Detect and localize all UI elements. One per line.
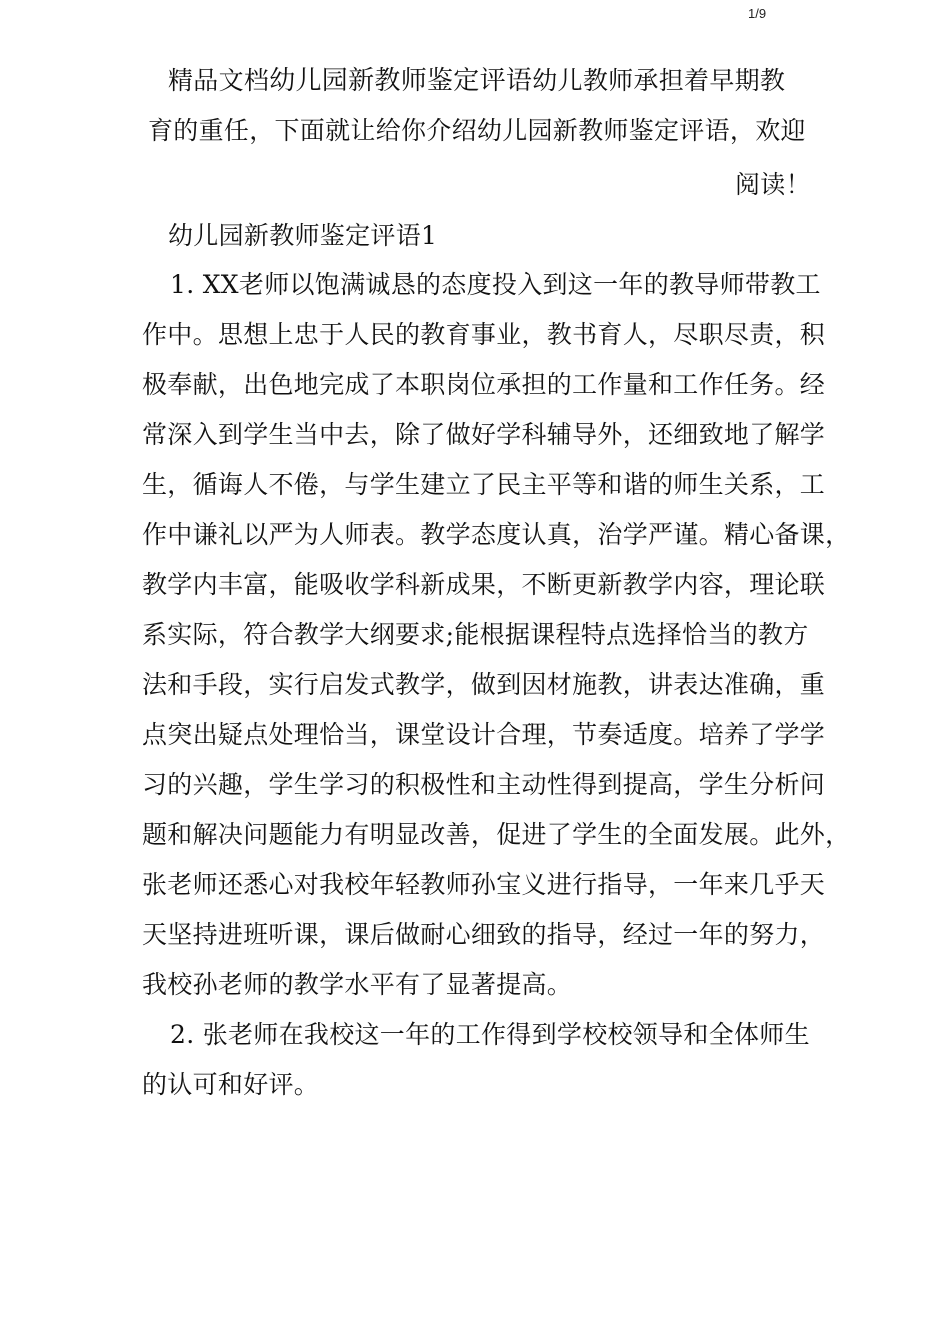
paragraph-line: 点突出疑点处理恰当，课堂设计合理，节奏适度。培养了学学 <box>142 720 826 749</box>
paragraph-line: 生，循诲人不倦，与学生建立了民主平等和谐的师生关系，工 <box>142 470 826 499</box>
paragraph-line: 1. XX老师以饱满诚恳的态度投入到这一年的教导师带教工 <box>170 270 821 299</box>
intro-line-2: 育的重任，下面就让给你介绍幼儿园新教师鉴定评语，欢迎 <box>148 116 806 145</box>
intro-line-1 <box>168 66 785 96</box>
paragraph-line: 的认可和好评。 <box>142 1070 320 1099</box>
paragraph-line: 法和手段，实行启发式教学，做到因材施教，讲表达准确，重 <box>142 670 826 699</box>
paragraph-line: 习的兴趣，学生学习的积极性和主动性得到提高，学生分析问 <box>142 770 826 799</box>
paragraph-line: 系实际，符合教学大纲要求;能根据课程特点选择恰当的教方 <box>142 620 809 649</box>
paragraph-line: 我校孙老师的教学水平有了显著提高。 <box>142 970 573 999</box>
paragraph-line: 天坚持进班听课，课后做耐心细致的指导，经过一年的努力， <box>142 920 826 949</box>
document-title: 幼儿园新教师鉴定评语 <box>269 66 533 96</box>
paragraph-line: 常深入到学生当中去，除了做好学科辅导外，还细致地了解学 <box>142 420 826 449</box>
paragraph-line: 教学内丰富，能吸收学科新成果，不断更新教学内容，理论联 <box>142 570 826 599</box>
paragraph-line: 极奉献，出色地完成了本职岗位承担的工作量和工作任务。经 <box>142 370 826 399</box>
paragraph-line: 作中。思想上忠于人民的教育事业，教书育人，尽职尽责，积 <box>142 320 826 349</box>
paragraph-line: 题和解决问题能力有明显改善，促进了学生的全面发展。此外， <box>142 820 851 849</box>
intro-prefix: 精品文档 <box>168 66 270 95</box>
intro-line-1-rest: 幼儿教师承担着早期教 <box>532 66 786 95</box>
intro-line-3: 阅读！ <box>735 170 811 199</box>
paragraph-line: 张老师还悉心对我校年轻教师孙宝义进行指导，一年来几乎天 <box>142 870 826 899</box>
paragraph-line: 作中谦礼以严为人师表。教学态度认真，治学严谨。精心备课， <box>142 520 851 549</box>
page-number: 1/9 <box>748 6 767 21</box>
paragraph-line: 2. 张老师在我校这一年的工作得到学校校领导和全体师生 <box>170 1020 810 1049</box>
section-heading: 幼儿园新教师鉴定评语1 <box>168 221 438 250</box>
